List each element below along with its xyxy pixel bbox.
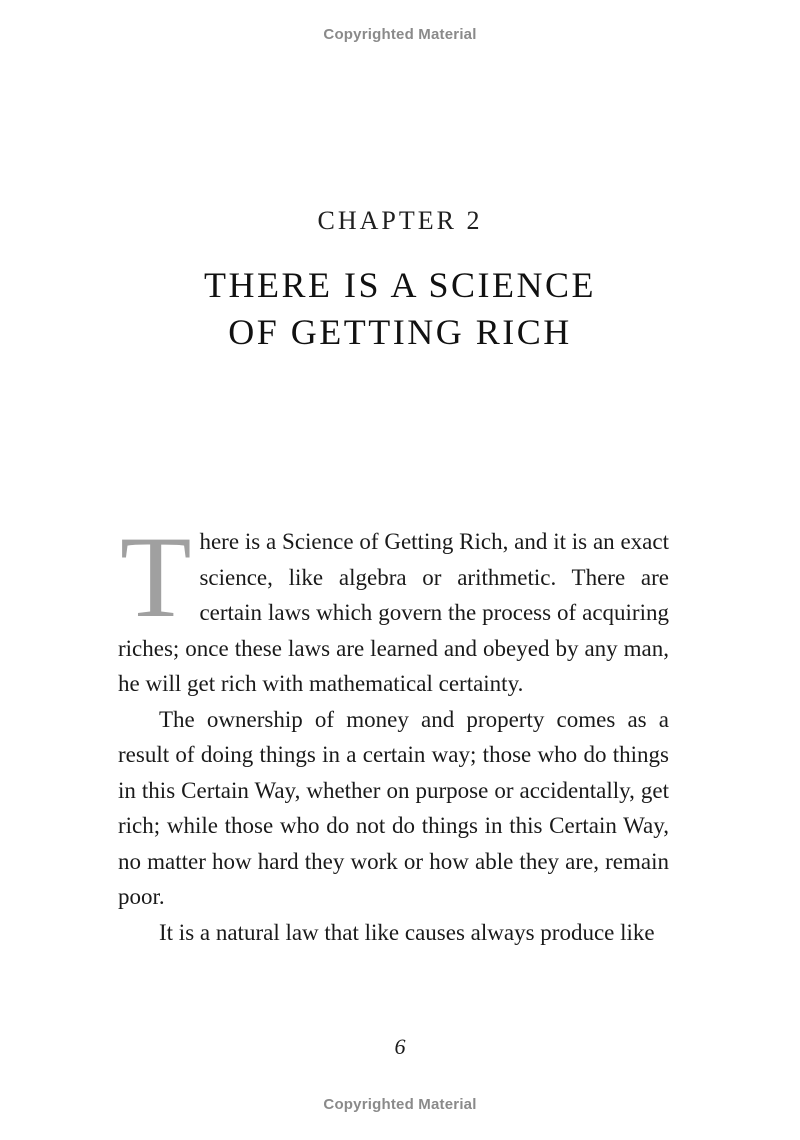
chapter-title-line-1: THERE IS A SCIENCE <box>203 265 597 305</box>
paragraph-1-text: here is a Science of Getting Rich, and it is an exact science, like algebra or arithmetic. There are certain laws which govern the process of acquiring riches; once these laws are learned and obeyed by any man, he will get rich with mathematical certainty. <box>118 529 669 696</box>
page-number: 6 <box>394 1034 406 1059</box>
copyright-watermark-top: Copyrighted Material <box>323 26 477 43</box>
chapter-body <box>118 513 669 950</box>
paragraph-1 <box>118 513 669 702</box>
drop-cap: T <box>120 513 192 642</box>
chapter-title <box>0 262 800 356</box>
paragraph-2: The ownership of money and property comes as a result of doing things in a certain way; those who do things in this Certain Way, whether on purpose or accidentally, get rich; while those who do not do things in this Certain Way, no matter how hard they work or how able they are, remain poor. <box>118 706 669 909</box>
chapter-label: CHAPTER 2 <box>317 206 483 235</box>
chapter-title-line-2: OF GETTING RICH <box>228 312 572 352</box>
copyright-watermark-bottom: Copyrighted Material <box>323 1096 477 1113</box>
paragraph-3: It is a natural law that like causes always produce like <box>159 919 655 945</box>
